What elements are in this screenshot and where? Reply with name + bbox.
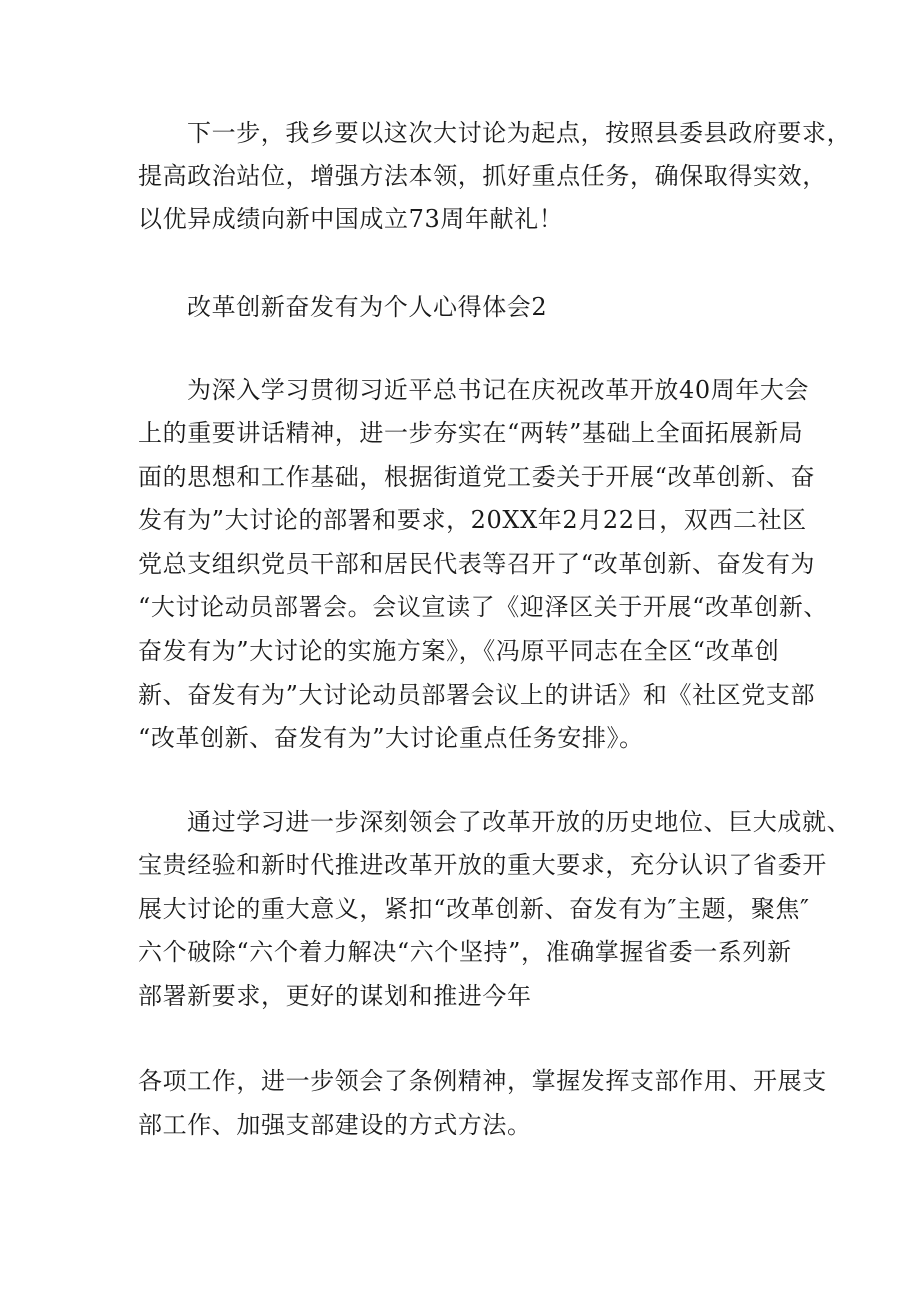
paragraph-1-line-3: 以优异成绩向新中国成立73周年献礼！: [138, 205, 564, 233]
paragraph-2-line-8: 新、奋发有为”大讨论动员部署会议上的讲话》和《社区党支部: [138, 681, 816, 709]
section-heading: 改革创新奋发有为个人心得体会2: [187, 293, 548, 321]
paragraph-1-line-2: 提高政治站位，增强方法本领，抓好重点任务，确保取得实效，: [138, 162, 827, 190]
paragraph-1-line-1: 下一步，我乡要以这次大讨论为起点，按照县委县政府要求，: [187, 119, 852, 147]
paragraph-2-line-5: 党总支组织党员干部和居民代表等召开了“改革创新、奋发有为: [138, 550, 816, 578]
paragraph-2-line-4: 发有为”大讨论的部署和要求，20XX年2月22日，双西二社区: [138, 506, 807, 534]
paragraph-2-line-9: “改革创新、奋发有为”大讨论重点任务安排》。: [138, 724, 644, 752]
paragraph-3-line-4: 六个破除“六个着力解决“六个坚持”，准确掌握省委一系列新: [138, 938, 792, 966]
paragraph-2-line-1: 为深入学习贯彻习近平总书记在庆祝改革开放40周年大会: [187, 376, 810, 404]
paragraph-3-line-5: 部署新要求，更好的谋划和推进今年: [138, 982, 532, 1010]
paragraph-3-line-2: 宝贵经验和新时代推进改革开放的重大要求，充分认识了省委开: [138, 851, 827, 879]
paragraph-3-line-1: 通过学习进一步深刻领会了改革开放的历史地位、巨大成就、: [187, 808, 852, 836]
paragraph-3-line-3: 展大讨论的重大意义，紧扣“改革创新、奋发有为″主题，聚焦″: [138, 895, 810, 923]
paragraph-4-line-1: 各项工作，进一步领会了条例精神，掌握发挥支部作用、开展支: [138, 1067, 827, 1095]
paragraph-2-line-6: “大讨论动员部署会。会议宣读了《迎泽区关于开展“改革创新、: [138, 593, 828, 621]
paragraph-2-line-3: 面的思想和工作基础，根据街道党工委关于开展“改革创新、奋: [138, 463, 816, 491]
paragraph-2-line-2: 上的重要讲话精神，进一步夯实在“两转”基础上全面拓展新局: [138, 419, 804, 447]
paragraph-2-line-7: 奋发有为”大讨论的实施方案》，《冯原平同志在全区“改革创: [138, 637, 780, 665]
paragraph-4-line-2: 部工作、加强支部建设的方式方法。: [138, 1111, 532, 1139]
